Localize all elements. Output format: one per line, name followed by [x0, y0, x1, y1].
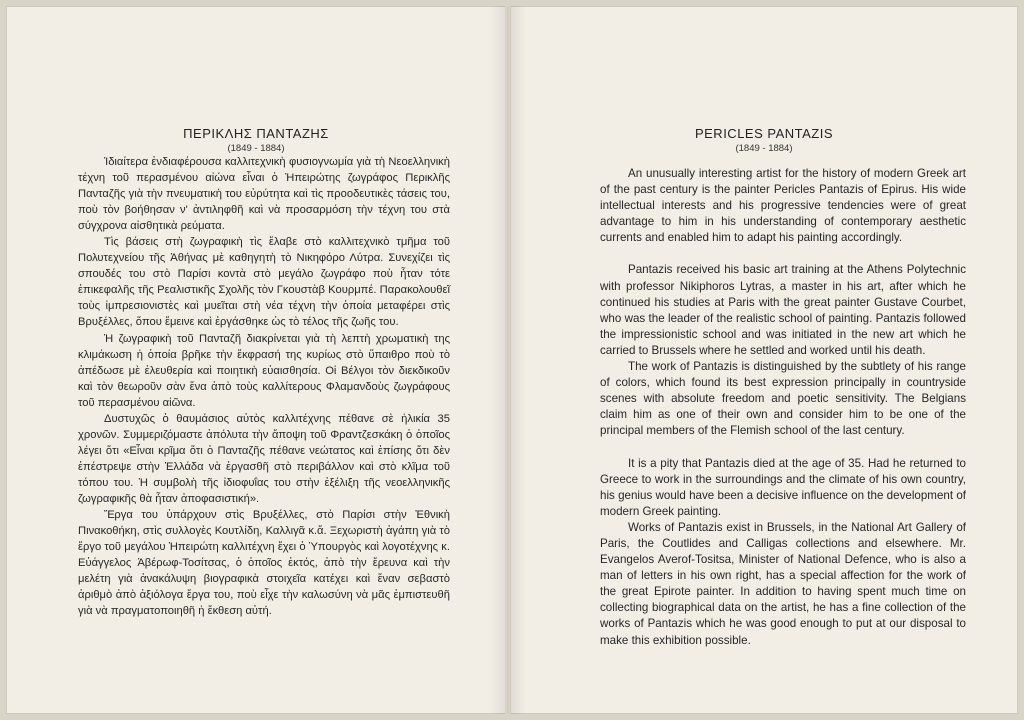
left-page-dates: (1849 - 1884) [227, 143, 285, 154]
right-paragraph-2: Pantazis received his basic art training at the Athens Polytechnic with professor Nikiphoros Lytras, a master in his art, after which he continued his studies at Paris with the great painter Gustave Courbet, who was the leader of the realistic school of painting. Pantazis followed the impressionistic school and was initiated in the new art which he carried to Brussels where he settled and worked until his death. [600, 263, 966, 357]
right-paragraph-1: An unusually interesting artist for the history of modern Greek art of the past century is the painter Pericles Pantazis of Epirus. His wide intellectual interests and his progressive tendencies were of great advantage to him in his understanding of contemporary aesthetic currents and enabled him to adapt his painting accordingly. [600, 167, 966, 245]
right-page-body [600, 166, 966, 649]
right-page-dates: (1849 - 1884) [735, 143, 793, 154]
right-paragraph-4: It is a pity that Pantazis died at the age of 35. Had he returned to Greece to work in the surroundings and the climate of his own country, his genius would have been a decisive influence on the development of modern Greek painting. [600, 456, 966, 518]
left-paragraph-2: Τὶς βάσεις στὴ ζωγραφικὴ τὶς ἔλαβε στὸ καλλιτεχνικὸ τμῆμα τοῦ Πολυτεχνείου τῆς Ἀθήνας μὲ καθηγητὴ τὸ Νικηφόρο Λύτρα. Συνεχίζει τὶς σπουδές του στὸ Παρίσι κοντὰ στὸ μεγάλο ζωγράφο ποὺ ἦταν τότε ἐπικεφαλῆς τῆς Ρεαλιστικῆς Σχολῆς τὸν Γκουστὰβ Κουρμπέ. Παρακολουθεῖ τοὺς ἰμπρεσιονιστὲς καὶ μυεῖται στὴ νέα τέχνη τὴν ὁποία μεταφέρει στὶς Βρυξέλλες, ὅπου ἔμεινε καὶ ἐργάσθηκε ὡς τὸ τέλος τῆς ζωῆς του. [78, 236, 450, 329]
right-page-title: PERICLES PANTAZIS [694, 126, 834, 141]
left-paragraph-1: Ἰδιαίτερα ἐνδιαφέρουσα καλλιτεχνικὴ φυσιογνωμία γιὰ τὴ Νεοελληνικὴ τέχνη τοῦ περασμένου αἰώνα εἶναι ὁ Ἠπειρώτης ζωγράφος Περικλῆς Πανταζῆς γιὰ τὴν πνευματικὴ του εὐρύτητα καὶ τὶς προοδευτικὲς τάσεις του, ποὺ τὸν βοήθησαν ν' ἀντιληφθῆ καὶ νὰ προσαρμόση τὴν τέχνη του στὰ σύγχρονα αἰσθητικὰ ρεύματα. [78, 156, 450, 233]
left-page-body [78, 154, 450, 619]
right-paragraph-5: Works of Pantazis exist in Brussels, in the National Art Gallery of Paris, the Coutlides and Calligas collections and elsewhere. Mr. Evangelos Averof-Tositsa, Minister of National Defence, who is also a man of letters in his own right, has a special affection for the work of the great Epirote painter. In addition to having spent much time on collecting biographical data on the artist, he has a fine collection of the works of Pantazis which he was good enough to put at our disposal to make this exhibition possible. [600, 520, 966, 647]
left-paragraph-3: Ἡ ζωγραφικὴ τοῦ Πανταζῆ διακρίνεται γιὰ τὴ λεπτὴ χρωματικὴ της κλιμάκωση ἡ ὁποία βρῆκε τὴν ἔκφρασή της κυρίως στὸ ὕπαιθρο ποὺ τὸ ἀπέδωσε μὲ ἐλευθερία καὶ ποιητικὴ εὐαισθησία. Οἱ Βέλγοι τὸν διεκδικοῦν καὶ τὸν θεωροῦν σὰν ἕνα ἀπὸ τοὺς καλλίτερους Φλαμανδοὺς ζωγράφους τοῦ περασμένου αἰῶνα. [78, 332, 450, 409]
left-paragraph-4: Δυστυχῶς ὁ θαυμάσιος αὐτὸς καλλιτέχνης πέθανε σὲ ἡλικία 35 χρονῶν. Συμμεριζόμαστε ἀπόλυτα τὴν ἄποψη τοῦ Φραντζεσκάκη ὁ ὁποῖος λέγει ὅτι «Εἶναι κρῖμα ὅτι ὁ Πανταζῆς πέθανε νεώτατος καὶ ἐπίσης ὅτι δὲν ἐπέστρεψε στὴν Ἑλλάδα νὰ ἐργασθῆ στὸ περιβάλλον καὶ στὸ κλῖμα τοῦ τόπου του. Ἡ συμβολὴ τῆς ἰδιοφυΐας του στὴν ἐξέλιξη τῆς νεοελληνικῆς ζωγραφικῆς θὰ ἦταν ἀποφασιστική». [78, 412, 450, 505]
right-paragraph-3: The work of Pantazis is distinguished by the subtlety of his range of colors, which found its best expression principally in countryside scenes with absolute freedom and poetic sensitivity. The Belgians claim him as one of their own and consider him to be one of the principal members of the Flemish school of the last century. [600, 360, 966, 438]
left-paragraph-5: Ἔργα του ὑπάρχουν στὶς Βρυξέλλες, στὸ Παρίσι στὴν Ἐθνικὴ Πινακοθήκη, στὶς συλλογὲς Κουτλίδη, Καλλιγᾶ κ.ἄ. Ξεχωριστὴ ἀγάπη γιὰ τὸ ἔργο τοῦ μεγάλου Ἠπειρώτη καλλιτέχνη ἔχει ὁ Ὑπουργὸς καὶ λογοτέχνης κ. Εὐάγγελος Ἀβέρωφ-Τοσίτσας, ὁ ὁποῖος ἐκτός, ἀπὸ τὴν ἔρευνα καὶ τὴν μελέτη γιὰ ἀνακάλυψη βιογραφικὰ στοιχεῖα κατέχει καὶ ἕναν σεβαστὸ ἀριθμὸ ἀπὸ ἀξιόλογα ἔργα του, ποὺ εἶχε τὴν καλωσύνη νὰ μᾶς ἐμπιστευθῆ γιὰ νὰ πραγματοποιηθῆ ἡ ἔκθεση αὐτή. [78, 509, 450, 618]
left-page-title: ΠΕΡΙΚΛΗΣ ΠΑΝΤΑΖΗΣ [183, 126, 329, 141]
left-page-greek [6, 6, 506, 714]
right-page-english [510, 6, 1018, 714]
